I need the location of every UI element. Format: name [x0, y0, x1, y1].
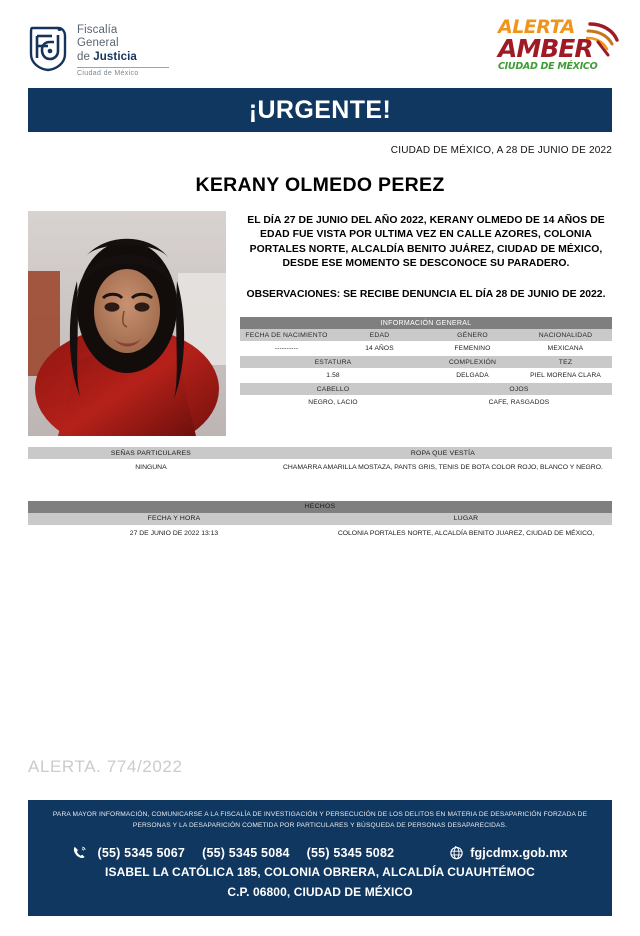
table-title-row: [28, 501, 612, 513]
header-genero: GÉNERO: [457, 331, 488, 339]
table-row: [240, 341, 612, 356]
header-lugar: LUGAR: [453, 515, 479, 522]
fgj-line-justicia: de Justicia: [77, 50, 137, 63]
header-ropa-que-vestia: ROPA QUE VESTÍA: [410, 449, 475, 457]
description-observations: OBSERVACIONES: SE RECIBE DENUNCIA EL DÍA 28 DE JUNIO DE 2022.: [246, 288, 606, 300]
amber-logo-amber: AMBER: [498, 34, 593, 63]
general-information-table: [240, 317, 612, 410]
table-header-row: [240, 383, 612, 395]
amber-swoosh-icon: [586, 18, 620, 58]
fgj-line-general: General: [77, 37, 119, 50]
header-ojos: OJOS: [509, 385, 529, 393]
value-lugar: COLONIA PORTALES NORTE, ALCALDÍA BENITO JUAREZ, CIUDAD DE MÉXICO,: [320, 525, 612, 541]
dateline: CIUDAD DE MÉXICO, A 28 DE JUNIO DE 2022: [390, 145, 612, 156]
senas-ropa-section: [0, 447, 640, 475]
header-cabello: CABELLO: [316, 385, 350, 393]
phone-number-3[interactable]: (55) 5345 5082: [306, 845, 395, 860]
phone-icon: [72, 845, 87, 860]
fgj-logo-text: [77, 24, 169, 78]
header-nacionalidad: NACIONALIDAD: [538, 331, 593, 339]
header-fecha-hora: FECHA Y HORA: [147, 515, 201, 522]
table-row: [240, 368, 612, 383]
person-name: KERANY OLMEDO PEREZ: [195, 174, 445, 196]
description-column: [226, 211, 612, 410]
document-header: [0, 0, 640, 88]
table-row: [28, 525, 612, 541]
fgj-shield-icon: [28, 24, 68, 72]
senas-ropa-table: [28, 447, 612, 475]
hechos-table-title: HECHOS: [304, 503, 336, 510]
alerta-amber-logo: [498, 18, 614, 73]
phone-number-2[interactable]: (55) 5345 5084: [202, 845, 290, 860]
table-header-row: [240, 356, 612, 368]
value-senas-particulares: NINGUNA: [28, 459, 274, 475]
table-header-row: [28, 513, 612, 525]
hechos-table: [28, 501, 612, 541]
header-estatura: ESTATURA: [314, 358, 352, 366]
header-edad: EDAD: [369, 331, 390, 339]
value-fecha-nacimiento: ----------: [240, 341, 333, 356]
table-header-row: [240, 329, 612, 341]
header-senas-particulares: SEÑAS PARTICULARES: [110, 449, 191, 457]
table-header-row: [28, 447, 612, 459]
value-ropa-que-vestia: CHAMARRA AMARILLA MOSTAZA, PANTS GRIS, TENIS DE BOTA COLOR ROJO, BLANCO Y NEGRO.: [274, 459, 612, 475]
value-nacionalidad: MEXICANA: [519, 341, 612, 356]
description-main: EL DÍA 27 DE JUNIO DEL AÑO 2022, KERANY OLMEDO DE 14 AÑOS DE EDAD FUE VISTA POR ULTIMA VEZ EN CALLE AZORES, COLONIA PORTALES NORTE, ALCALDÍA BENITO JUÁREZ, CIUDAD DE MÉXICO, DESDE ESE MOMENTO SE DESCONOCE SU PARADERO.: [247, 215, 605, 270]
value-genero: FEMENINO: [426, 341, 519, 356]
body-row: [0, 211, 640, 436]
amber-logo-city: CIUDAD DE MÉXICO: [498, 61, 598, 72]
header-fecha-nacimiento: FECHA DE NACIMIENTO: [245, 331, 328, 339]
globe-icon: [449, 845, 464, 860]
value-cabello: NEGRO, LACIO: [240, 395, 426, 410]
header-tez: TEZ: [558, 358, 573, 366]
value-edad: 14 AÑOS: [333, 341, 426, 356]
amber-logo-alerta: ALERTA: [498, 16, 575, 38]
hechos-section: [0, 501, 640, 541]
footer-address-line-2: C.P. 06800, CIUDAD DE MÉXICO: [227, 885, 413, 899]
urgent-banner-label: ¡URGENTE!: [248, 95, 392, 124]
footer-contacts: [28, 845, 612, 860]
alert-number: ALERTA. 774/2022: [28, 757, 183, 776]
website-url[interactable]: fgjcdmx.gob.mx: [470, 845, 568, 860]
footer-note: PARA MAYOR INFORMACIÓN, COMUNICARSE A LA FISCALÍA DE INVESTIGACIÓN Y PERSECUCIÓN DE LOS DELITOS EN MATERIA DE DESAPARICIÓN FORZADA DE PERSONAS Y LA DESAPARICIÓN COMETIDA POR PARTICULARES Y BÚSQUEDA DE PERSONAS DESAPARECIDAS.: [52, 811, 588, 829]
footer-address-line-1: ISABEL LA CATÓLICA 185, COLONIA OBRERA, ALCALDÍA CUAUHTÉMOC: [105, 865, 535, 879]
info-table-title: INFORMACIÓN GENERAL: [380, 319, 472, 327]
value-estatura: 1.58: [240, 368, 426, 383]
person-photo: [28, 211, 226, 436]
value-ojos: CAFE, RASGADOS: [426, 395, 612, 410]
table-title-row: [240, 317, 612, 329]
value-complexion: DELGADA: [426, 368, 519, 383]
website-group[interactable]: [449, 845, 567, 860]
value-fecha-hora: 27 DE JUNIO DE 2022 13:13: [28, 525, 320, 541]
photo-column: [28, 211, 226, 436]
table-row: [240, 395, 612, 410]
fgj-divider: [77, 67, 169, 68]
document-footer: [28, 800, 612, 916]
fgj-logo: [28, 24, 169, 78]
fgj-line-city: Ciudad de México: [77, 69, 139, 77]
table-row: [28, 459, 612, 475]
urgent-banner: [28, 88, 612, 132]
header-complexion: COMPLEXIÓN: [448, 358, 497, 366]
fgj-line-fiscalia: Fiscalía: [77, 24, 118, 36]
phone-number-1[interactable]: (55) 5345 5067: [97, 845, 186, 860]
value-tez: PIEL MORENA CLARA: [519, 368, 612, 383]
